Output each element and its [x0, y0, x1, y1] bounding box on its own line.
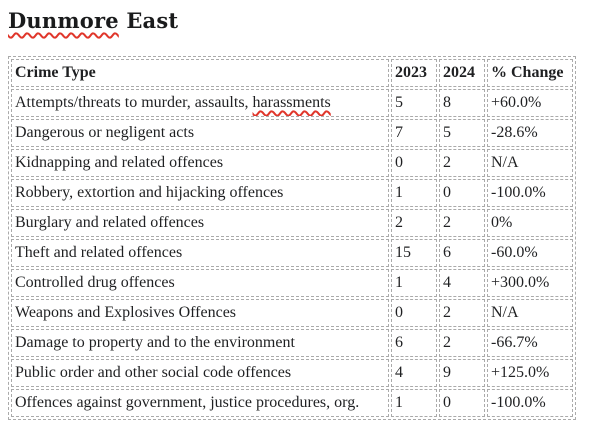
value-2024-cell[interactable]: 2	[439, 209, 485, 237]
table-row	[11, 389, 573, 417]
page-title[interactable]	[8, 7, 602, 34]
column-header-2023[interactable]: 2023	[391, 59, 437, 87]
percent-change-cell[interactable]: +125.0%	[487, 359, 573, 387]
value-2023-cell[interactable]: 6	[391, 329, 437, 357]
value-2023-cell[interactable]: 1	[391, 179, 437, 207]
title-misspelled-word: Dunmore	[8, 8, 119, 33]
crime-type-cell[interactable]: Weapons and Explosives Offences	[11, 299, 389, 327]
value-2024-cell[interactable]: 8	[439, 89, 485, 117]
percent-change-cell[interactable]: -60.0%	[487, 239, 573, 267]
value-2024-cell[interactable]: 5	[439, 119, 485, 147]
value-2023-cell[interactable]: 1	[391, 269, 437, 297]
percent-change-cell[interactable]: -66.7%	[487, 329, 573, 357]
table-row	[11, 119, 573, 147]
value-2024-cell[interactable]: 6	[439, 239, 485, 267]
crime-type-cell[interactable]: Damage to property and to the environment	[11, 329, 389, 357]
value-2024-cell[interactable]: 9	[439, 359, 485, 387]
value-2023-cell[interactable]: 15	[391, 239, 437, 267]
value-2024-cell[interactable]: 2	[439, 299, 485, 327]
table-row	[11, 299, 573, 327]
crime-type-cell[interactable]: Theft and related offences	[11, 239, 389, 267]
crime-type-text: Attempts/threats to murder, assaults,	[15, 94, 253, 111]
column-header-percent-change[interactable]: % Change	[487, 59, 573, 87]
table-row	[11, 209, 573, 237]
value-2024-cell[interactable]: 2	[439, 329, 485, 357]
value-2024-cell[interactable]: 0	[439, 389, 485, 417]
header-row	[11, 59, 573, 87]
value-2023-cell[interactable]: 0	[391, 299, 437, 327]
percent-change-cell[interactable]: N/A	[487, 149, 573, 177]
value-2023-cell[interactable]: 7	[391, 119, 437, 147]
table-row	[11, 239, 573, 267]
value-2023-cell[interactable]: 1	[391, 389, 437, 417]
value-2023-cell[interactable]: 2	[391, 209, 437, 237]
percent-change-cell[interactable]: N/A	[487, 299, 573, 327]
crime-type-cell[interactable]: Burglary and related offences	[11, 209, 389, 237]
percent-change-cell[interactable]: +60.0%	[487, 89, 573, 117]
value-2024-cell[interactable]: 4	[439, 269, 485, 297]
percent-change-cell[interactable]: -28.6%	[487, 119, 573, 147]
crime-type-cell[interactable]: Robbery, extortion and hijacking offences	[11, 179, 389, 207]
crime-type-cell[interactable]: Controlled drug offences	[11, 269, 389, 297]
crime-type-cell[interactable]: Dangerous or negligent acts	[11, 119, 389, 147]
misspelled-word: harassments	[252, 94, 331, 111]
table-row	[11, 179, 573, 207]
table-row	[11, 269, 573, 297]
percent-change-cell[interactable]: -100.0%	[487, 389, 573, 417]
value-2024-cell[interactable]: 0	[439, 179, 485, 207]
title-word: East	[118, 8, 179, 33]
percent-change-cell[interactable]: +300.0%	[487, 269, 573, 297]
value-2023-cell[interactable]: 5	[391, 89, 437, 117]
crime-stats-table	[8, 56, 576, 420]
percent-change-cell[interactable]: 0%	[487, 209, 573, 237]
crime-type-cell[interactable]: Offences against government, justice procedures, org.	[11, 389, 389, 417]
table-row	[11, 359, 573, 387]
column-header-crime-type[interactable]: Crime Type	[11, 59, 389, 87]
percent-change-cell[interactable]: -100.0%	[487, 179, 573, 207]
value-2023-cell[interactable]: 4	[391, 359, 437, 387]
table-row	[11, 149, 573, 177]
table-row	[11, 89, 573, 117]
crime-type-cell[interactable]: Public order and other social code offences	[11, 359, 389, 387]
value-2024-cell[interactable]: 2	[439, 149, 485, 177]
column-header-2024[interactable]: 2024	[439, 59, 485, 87]
crime-type-cell[interactable]	[11, 89, 389, 117]
crime-type-cell[interactable]: Kidnapping and related offences	[11, 149, 389, 177]
value-2023-cell[interactable]: 0	[391, 149, 437, 177]
table-row	[11, 329, 573, 357]
